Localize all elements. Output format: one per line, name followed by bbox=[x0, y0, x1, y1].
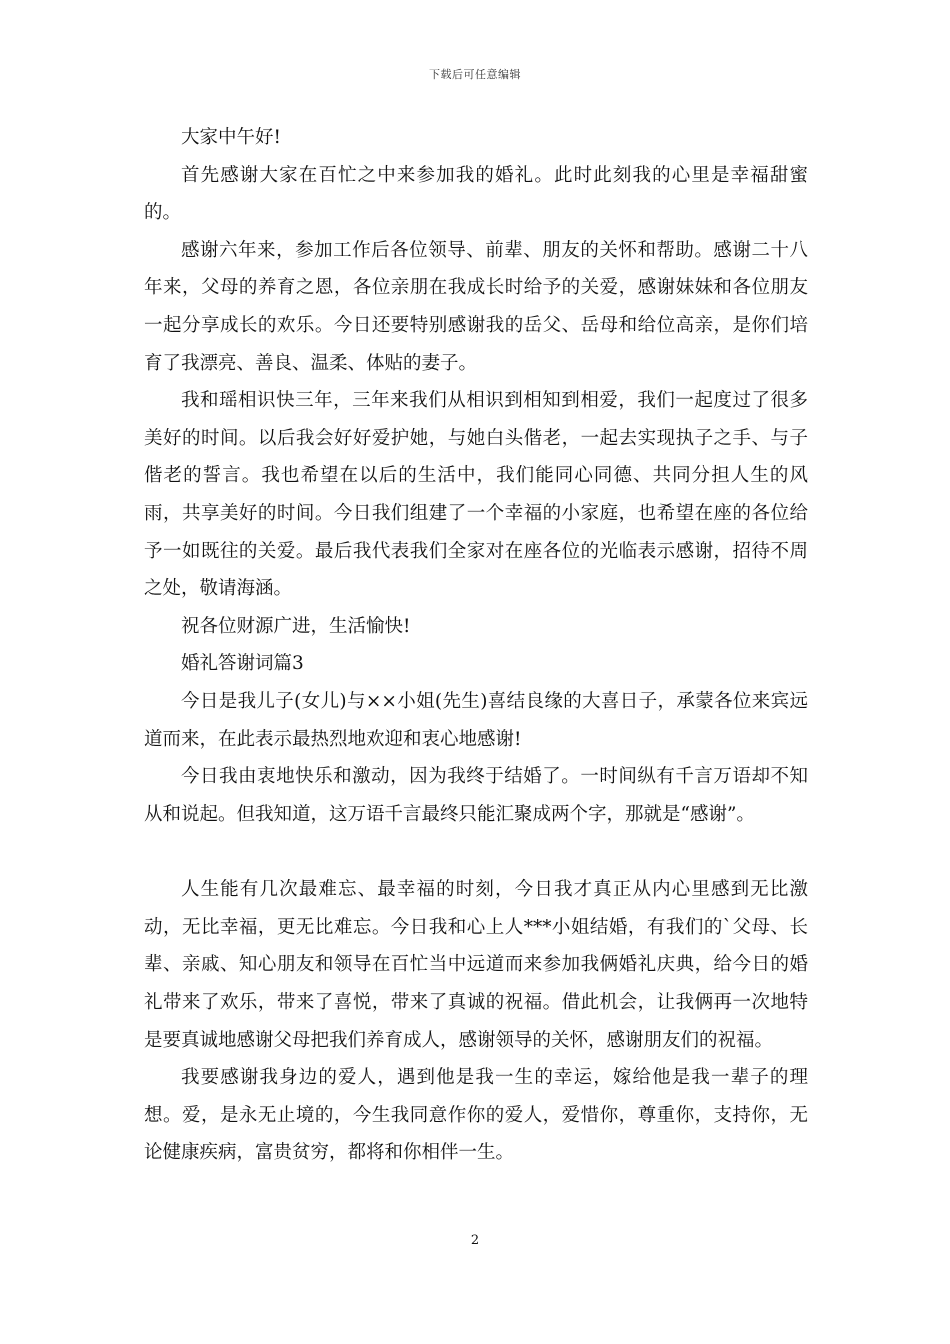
paragraph-happiest-moment: 人生能有几次最难忘、最幸福的时刻，今日我才真正从内心里感到无比激动，无比幸福，更无比难忘。今日我和心上人***小姐结婚，有我们的`父母、长辈、亲戚、知心朋友和领导在百忙当中远道而来参加我俩婚礼庆典，给今日的婚礼带来了欢乐，带来了喜悦，带来了真诚的祝福。借此机会，让我俩再一次地特是要真诚地感谢父母把我们养育成人，感谢领导的关怀，感谢朋友们的祝福。 bbox=[144, 879, 808, 1051]
paragraph-thanks-attendance: 首先感谢大家在百忙之中来参加我的婚礼。此时此刻我的心里是幸福甜蜜的。 bbox=[144, 164, 808, 224]
paragraph-gratitude: 今日我由衷地快乐和激动，因为我终于结婚了。一时间纵有千言万语却不知从和说起。但我知道，这万语千言最终只能汇聚成两个字，那就是“感谢”。 bbox=[144, 766, 808, 825]
section-heading: 婚礼答谢词篇3 bbox=[181, 653, 304, 675]
paragraph-blessing: 祝各位财源广进，生活愉快! bbox=[181, 615, 411, 637]
paragraph-love-story: 我和瑶相识快三年，三年来我们从相识到相知到相爱，我们一起度过了很多美好的时间。以后我会好好爱护她，与她白头偕老，一起去实现执子之手、与子偕老的誓言。我也希望在以后的生活中，我们能同心同德、共同分担人生的风雨，共享美好的时间。今日我们组建了一个幸福的小家庭，也希望在座的各位给予一如既往的关爱。最后我代表我们全家对在座各位的光临表示感谢，招待不周之处，敬请海涵。 bbox=[144, 390, 808, 600]
paragraph-parent-welcome: 今日是我儿子(女儿)与××小姐(先生)喜结良缘的大喜日子，承蒙各位来宾远道而来，在此表示最热烈地欢迎和衷心地感谢! bbox=[144, 690, 808, 750]
document-body bbox=[144, 119, 808, 1172]
page-number: 2 bbox=[470, 1233, 480, 1248]
paragraph-greeting: 大家中午好! bbox=[181, 127, 281, 148]
paragraph-thanks-family: 感谢六年来，参加工作后各位领导、前辈、朋友的关怀和帮助。感谢二十八年来，父母的养育之恩，各位亲朋在我成长时给予的关爱，感谢妹妹和各位朋友一起分享成长的欢乐。今日还要特别感谢我的岳父、岳母和给位高亲，是你们培育了我漂亮、善良、温柔、体贴的妻子。 bbox=[144, 239, 808, 374]
page-header: 下载后可任意编辑 bbox=[429, 68, 521, 81]
paragraph-vow: 我要感谢我身边的爱人，遇到他是我一生的幸运，嫁给他是我一辈子的理想。爱，是永无止境的，今生我同意作你的爱人，爱惜你，尊重你，支持你，无论健康疾病，富贵贫穷，都将和你相伴一生。 bbox=[144, 1067, 808, 1164]
